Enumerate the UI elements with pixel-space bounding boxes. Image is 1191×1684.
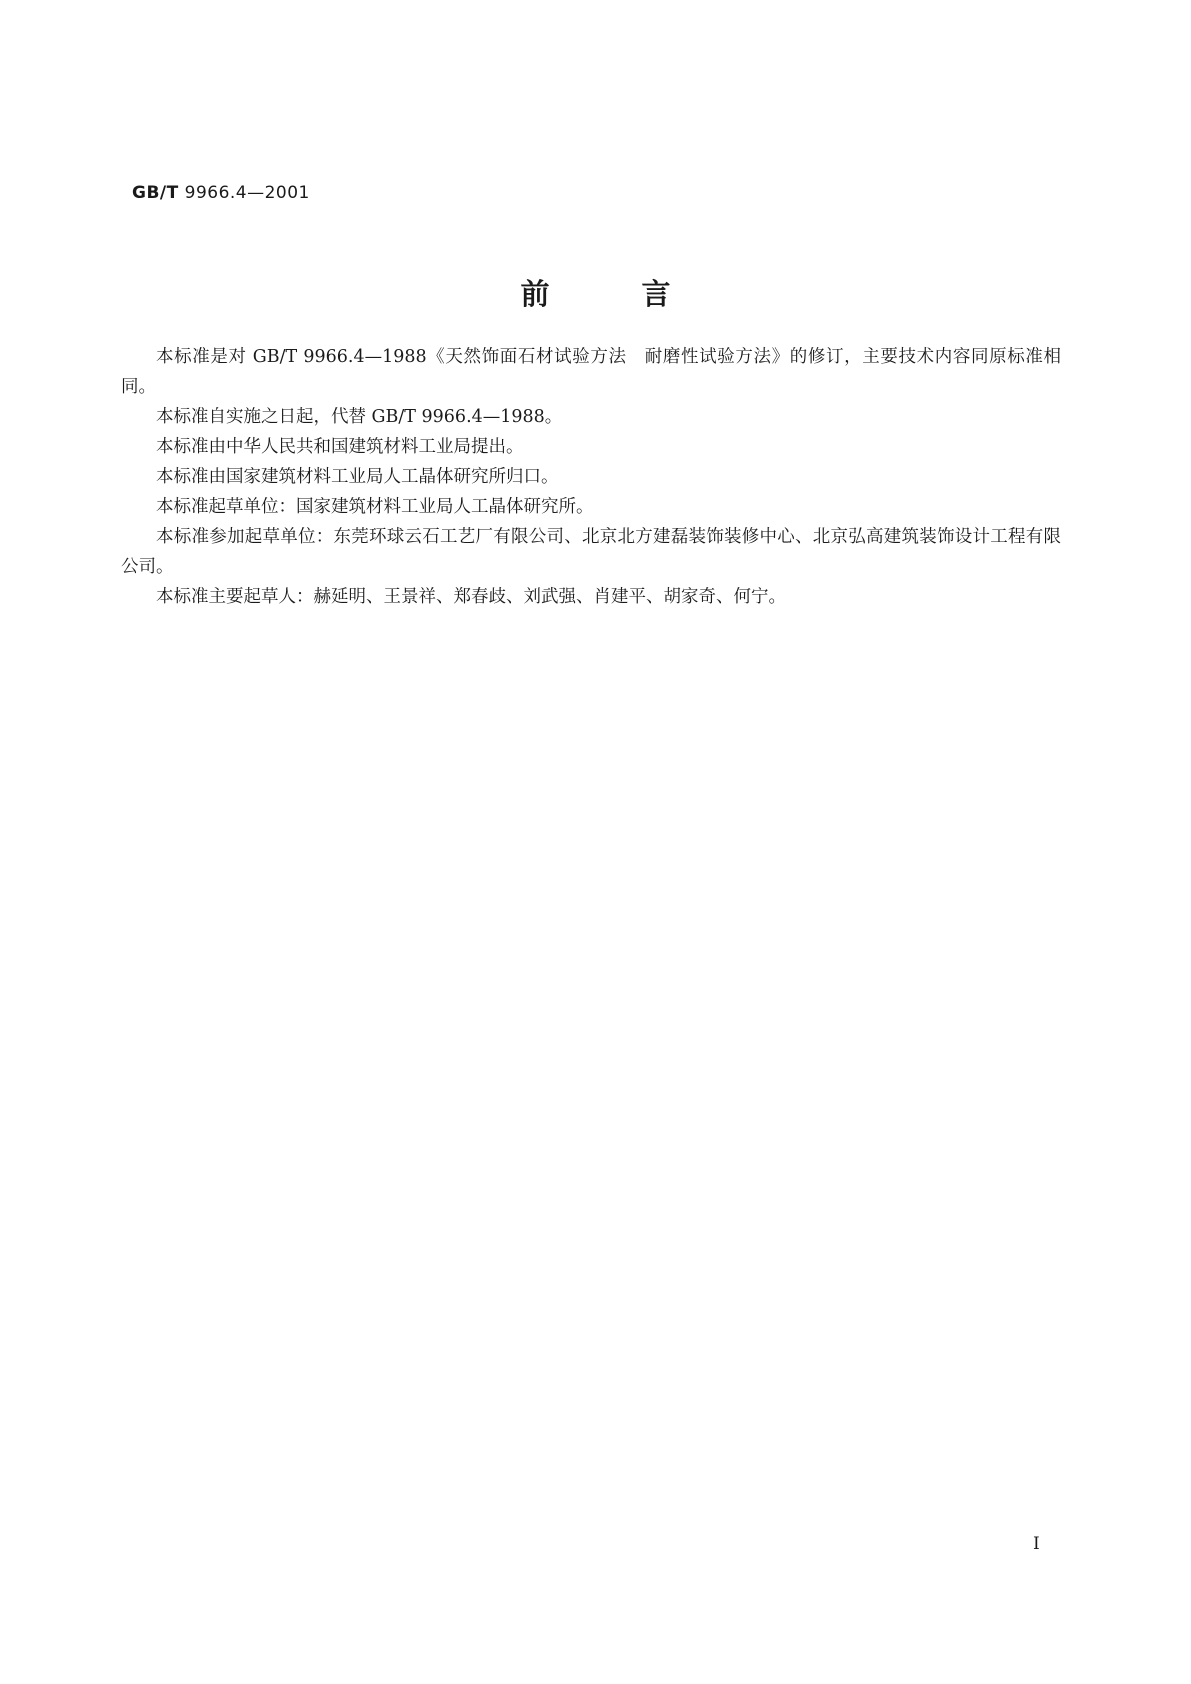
paragraph-proposer: 本标准由中华人民共和国建筑材料工业局提出。 (156, 437, 524, 457)
page-title: 前言 (520, 277, 763, 311)
paragraph-drafters: 本标准主要起草人：赫延明、王景祥、郑春歧、刘武强、肖建平、胡家奇、何宁。 (156, 587, 786, 607)
standard-code-prefix: GB/T (132, 183, 179, 203)
page-number: I (1033, 1534, 1040, 1554)
standard-code (132, 183, 310, 203)
foreword-body (121, 342, 1061, 612)
standard-code-number: 9966.4—2001 (184, 183, 310, 203)
paragraph-drafting-unit: 本标准起草单位：国家建筑材料工业局人工晶体研究所。 (156, 497, 594, 517)
paragraph-participating-units: 本标准参加起草单位：东莞环球云石工艺厂有限公司、北京北方建磊装饰装修中心、北京弘高建筑装饰设计工程有限公司。 (121, 527, 1061, 577)
paragraph-revision: 本标准是对 GB/T 9966.4—1988《天然饰面石材试验方法 耐磨性试验方法》的修订，主要技术内容同原标准相同。 (121, 347, 1061, 397)
paragraph-replacement: 本标准自实施之日起，代替 GB/T 9966.4—1988。 (156, 407, 563, 427)
paragraph-centralized: 本标准由国家建筑材料工业局人工晶体研究所归口。 (156, 467, 559, 487)
